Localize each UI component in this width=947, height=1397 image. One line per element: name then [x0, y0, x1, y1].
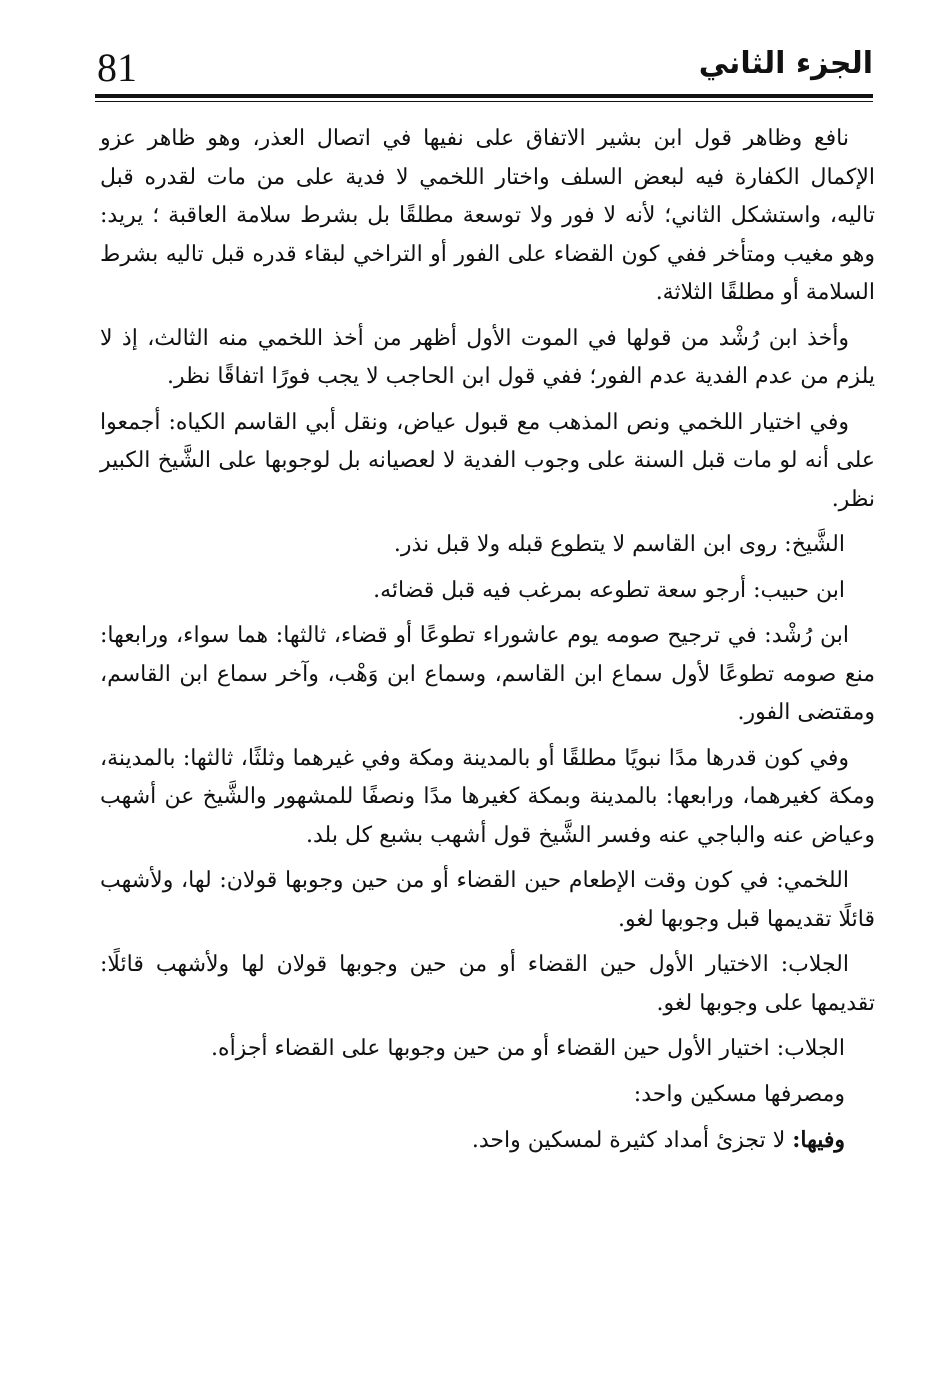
header-rule-thick: [95, 94, 873, 98]
paragraph: وفي كون قدرها مدًا نبويًا مطلقًا أو بالمدينة ومكة وفي غيرهما وثلثًا، ثالثها: بالمدينة، ومكة كغيرهما، ورابعها: بالمدينة وبمكة كغيرها مدًا ونصفًا للمشهور والشَّيخ عن أشهب وعياض عنه والباجي عنه وفسر الشَّيخ قول أشهب بشبع كل بلد.: [100, 745, 875, 848]
paragraph: [100, 1121, 875, 1161]
page-number: 81: [97, 45, 137, 90]
paragraph-text: لا تجزئ أمداد كثيرة لمسكين واحد.: [471, 1128, 793, 1153]
running-header-title: الجزء الثاني: [698, 46, 873, 81]
paragraph: الشَّيخ: روى ابن القاسم لا يتطوع قبله ولا قبل نذر.: [393, 532, 845, 557]
paragraph-lead: وفيها:: [792, 1127, 845, 1153]
paragraph: ومصرفها مسكين واحد:: [633, 1081, 845, 1107]
paragraph: نافع وظاهر قول ابن بشير الاتفاق على نفيها في اتصال العذر، وهو ظاهر عزو الإكمال الكفارة فيه لبعض السلف واختار اللخمي لا فدية على من مات لقدره قبل تاليه، واستشكل الثاني؛ لأنه لا فور ولا توسعة مطلقًا بل بشرط سلامة العاقبة ؛ يريد: وهو مغيب ومتأخر ففي كون القضاء على الفور أو التراخي لبقاء قدره قبل تاليه بشرط السلامة أو مطلقًا الثلاثة.: [100, 126, 875, 305]
header-rule-thin: [95, 101, 873, 102]
page-header: [95, 40, 873, 100]
paragraph: اللخمي: في كون وقت الإطعام حين القضاء أو من حين وجوبها قولان: لها، ولأشهب قائلًا تقديمها قبل وجوبها لغو.: [100, 868, 875, 932]
body-text: [100, 120, 875, 1168]
paragraph: الجلاب: الاختيار الأول حين القضاء أو من حين وجوبها قولان لها ولأشهب قائلًا: تقديمها على وجوبها لغو.: [100, 952, 875, 1016]
paragraph: وأخذ ابن رُشْد من قولها في الموت الأول أظهر من أخذ اللخمي منه الثالث، إذ لا يلزم من عدم الفدية عدم الفور؛ ففي قول ابن الحاجب لا يجب فورًا اتفاقًا نظر.: [100, 325, 875, 389]
paragraph: الجلاب: اختيار الأول حين القضاء أو من حين وجوبها على القضاء أجزأه.: [211, 1036, 845, 1061]
paragraph: وفي اختيار اللخمي ونص المذهب مع قبول عياض، ونقل أبي القاسم الكياه: أجمعوا على أنه لو مات قبل السنة على وجوب الفدية لا لعصيانه بل لوجوبها على الشَّيخ الكبير نظر.: [100, 409, 875, 512]
paragraph: ابن رُشْد: في ترجيح صومه يوم عاشوراء تطوعًا أو قضاء، ثالثها: هما سواء، ورابعها: منع صومه تطوعًا لأول سماع ابن القاسم، وسماع ابن وَهْب، وآخر سماع ابن القاسم، ومقتضى الفور.: [100, 623, 875, 725]
paragraph: ابن حبيب: أرجو سعة تطوعه بمرغب فيه قبل قضائه.: [373, 577, 845, 603]
